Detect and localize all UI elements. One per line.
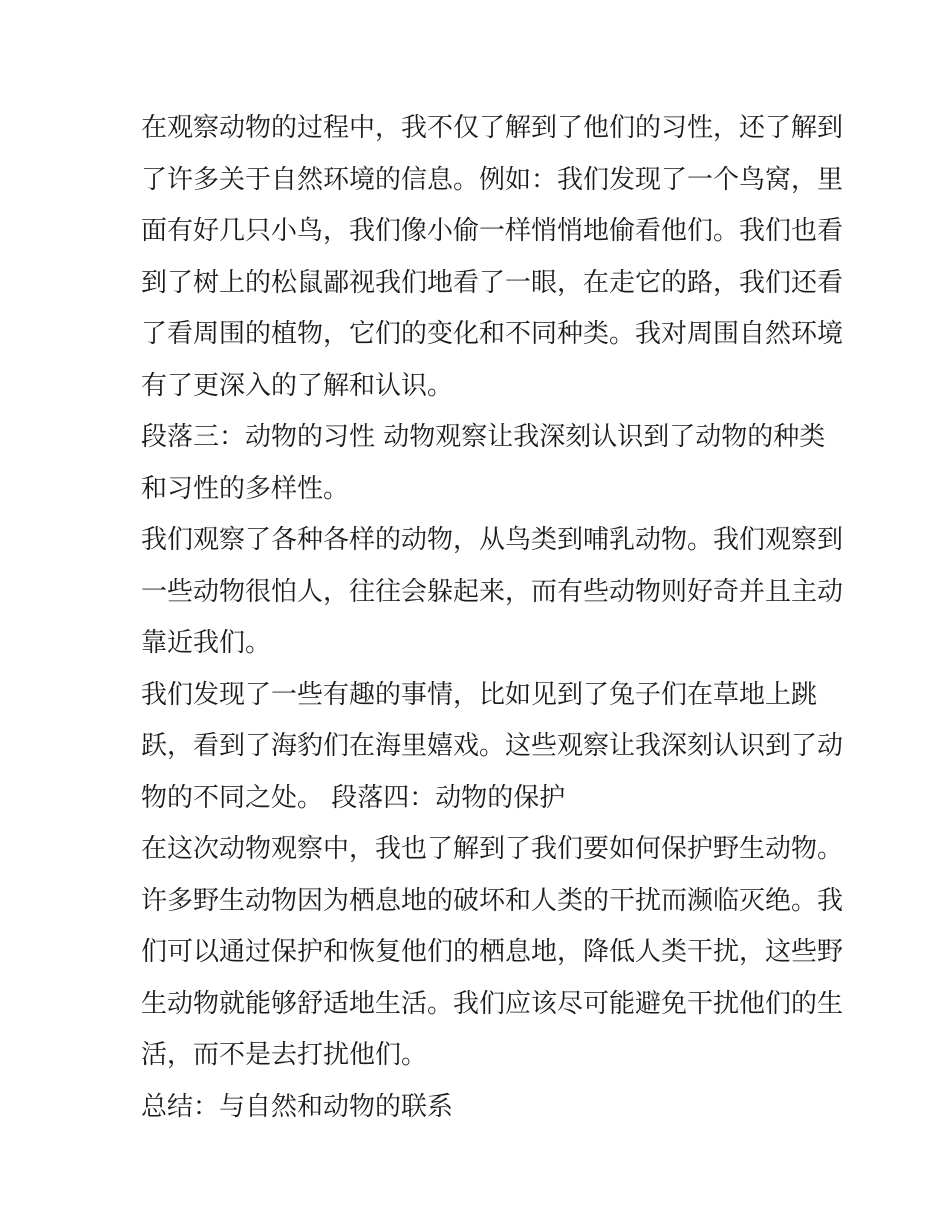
text-line: 段落三：动物的习性 动物观察让我深刻认识到了动物的种类	[141, 422, 826, 452]
text-line: 了许多关于自然环境的信息。例如：我们发现了一个鸟窝，里	[141, 164, 844, 195]
text-line: 活，而不是去打扰他们。	[141, 1040, 428, 1070]
text-line: 了看周围的植物，它们的变化和不同种类。我对周围自然环境	[141, 319, 844, 349]
text-line: 们可以通过保护和恢复他们的栖息地，降低人类干扰，这些野	[141, 937, 844, 967]
text-line: 到了树上的松鼠鄙视我们地看了一眼，在走它的路，我们还看	[141, 267, 844, 298]
paragraph-section-three-heading	[141, 412, 826, 515]
paragraph-observation-environment	[141, 103, 844, 412]
text-line: 和习性的多样性。	[141, 473, 350, 504]
document-body	[141, 103, 844, 1133]
text-line: 一些动物很怕人，往往会躲起来，而有些动物则好奇并且主动	[141, 576, 844, 607]
text-line: 物的不同之处。 段落四：动物的保护	[141, 782, 566, 813]
paragraph-summary-heading	[141, 1082, 821, 1134]
text-line: 有了更深入的了解和认识。	[141, 370, 454, 401]
text-line: 跃，看到了海豹们在海里嬉戏。这些观察让我深刻认识到了动	[141, 731, 844, 761]
text-line: 在观察动物的过程中，我不仅了解到了他们的习性，还了解到	[141, 113, 844, 143]
text-line: 靠近我们。	[141, 628, 272, 658]
text-line: 我们观察了各种各样的动物，从鸟类到哺乳动物。我们观察到	[141, 525, 844, 555]
text-line: 总结：与自然和动物的联系	[141, 1091, 454, 1122]
text-line: 面有好几只小鸟，我们像小偷一样悄悄地偷看他们。我们也看	[141, 216, 844, 246]
text-line: 生动物就能够舒适地生活。我们应该尽可能避免干扰他们的生	[141, 988, 844, 1019]
paragraph-wildlife-protection	[141, 824, 844, 1082]
text-line: 许多野生动物因为栖息地的破坏和人类的干扰而濒临灭绝。我	[141, 885, 844, 916]
paragraph-animal-varieties	[141, 515, 844, 670]
text-line: 在这次动物观察中，我也了解到了我们要如何保护野生动物。	[141, 834, 844, 864]
paragraph-interesting-findings	[141, 670, 844, 825]
text-line: 我们发现了一些有趣的事情，比如见到了兔子们在草地上跳	[141, 679, 818, 710]
